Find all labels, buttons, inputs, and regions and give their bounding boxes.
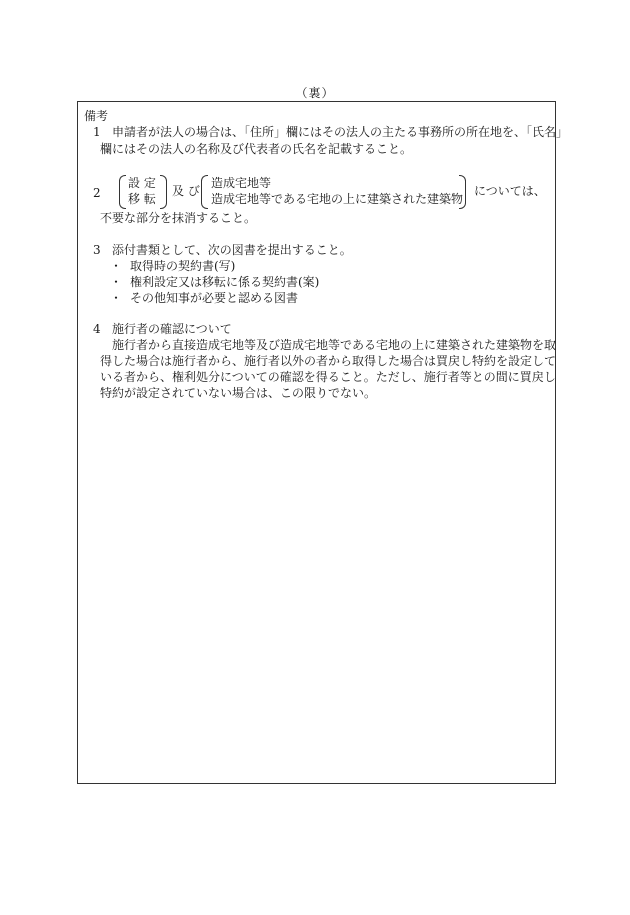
note3-number: 3 — [93, 243, 101, 257]
note1-line2: 欄にはその法人の名称及び代表者の氏名を記載すること。 — [100, 142, 413, 156]
note3-item-other-documents: その他知事が必要と認める図書 — [130, 291, 299, 305]
note3-bullet: ・ — [110, 275, 123, 289]
note3-item-acquisition-contract: 取得時の契約書(写) — [130, 259, 236, 273]
note2-right-brace-open — [201, 175, 208, 209]
remarks-frame — [77, 101, 569, 784]
note2-left-brace-close — [160, 175, 167, 209]
note3-intro: 添付書類として、次の図書を提出すること。 — [112, 243, 352, 257]
note2-line2: 不要な部分を抹消すること。 — [100, 211, 257, 225]
note4-title: 施行者の確認について — [112, 322, 232, 336]
note4-line4: 特約が設定されていない場合は、この限りでない。 — [100, 386, 377, 400]
note2-object-building: 造成宅地等である宅地の上に建築された建築物 — [211, 192, 464, 206]
note1-line1: 申請者が法人の場合は、「住所」欄にはその法人の主たる事務所の所在地を、「氏名」 — [112, 125, 569, 139]
note4-line2: 得した場合は施行者から、施行者以外の者から取得した場合は買戻し特約を設定して — [100, 354, 557, 368]
note3-bullet: ・ — [110, 291, 123, 305]
note2-suffix: については、 — [474, 184, 546, 198]
note2-object-land: 造成宅地等 — [211, 176, 272, 190]
note2-option-set: 設 定 — [128, 176, 156, 190]
note3-bullet: ・ — [110, 259, 123, 273]
note2-left-brace-open — [119, 175, 126, 209]
note1-number: 1 — [93, 125, 101, 139]
note3-item-rights-contract: 権利設定又は移転に係る契約書(案) — [130, 275, 320, 289]
remarks-title: 備考 — [84, 109, 109, 123]
note2-connector: 及 び — [172, 184, 200, 198]
note2-option-transfer: 移 転 — [128, 192, 156, 206]
note4-line3: いる者から、権利処分についての確認を得ること。ただし、施行者等との間に買戻し — [100, 370, 556, 384]
note2-right-brace-close — [459, 175, 466, 209]
note2-number: 2 — [93, 186, 101, 200]
note4-number: 4 — [93, 322, 101, 336]
note4-line1: 施行者から直接造成宅地等及び造成宅地等である宅地の上に建築された建築物を取 — [112, 338, 557, 352]
page-side-label: （裏） — [295, 86, 335, 100]
